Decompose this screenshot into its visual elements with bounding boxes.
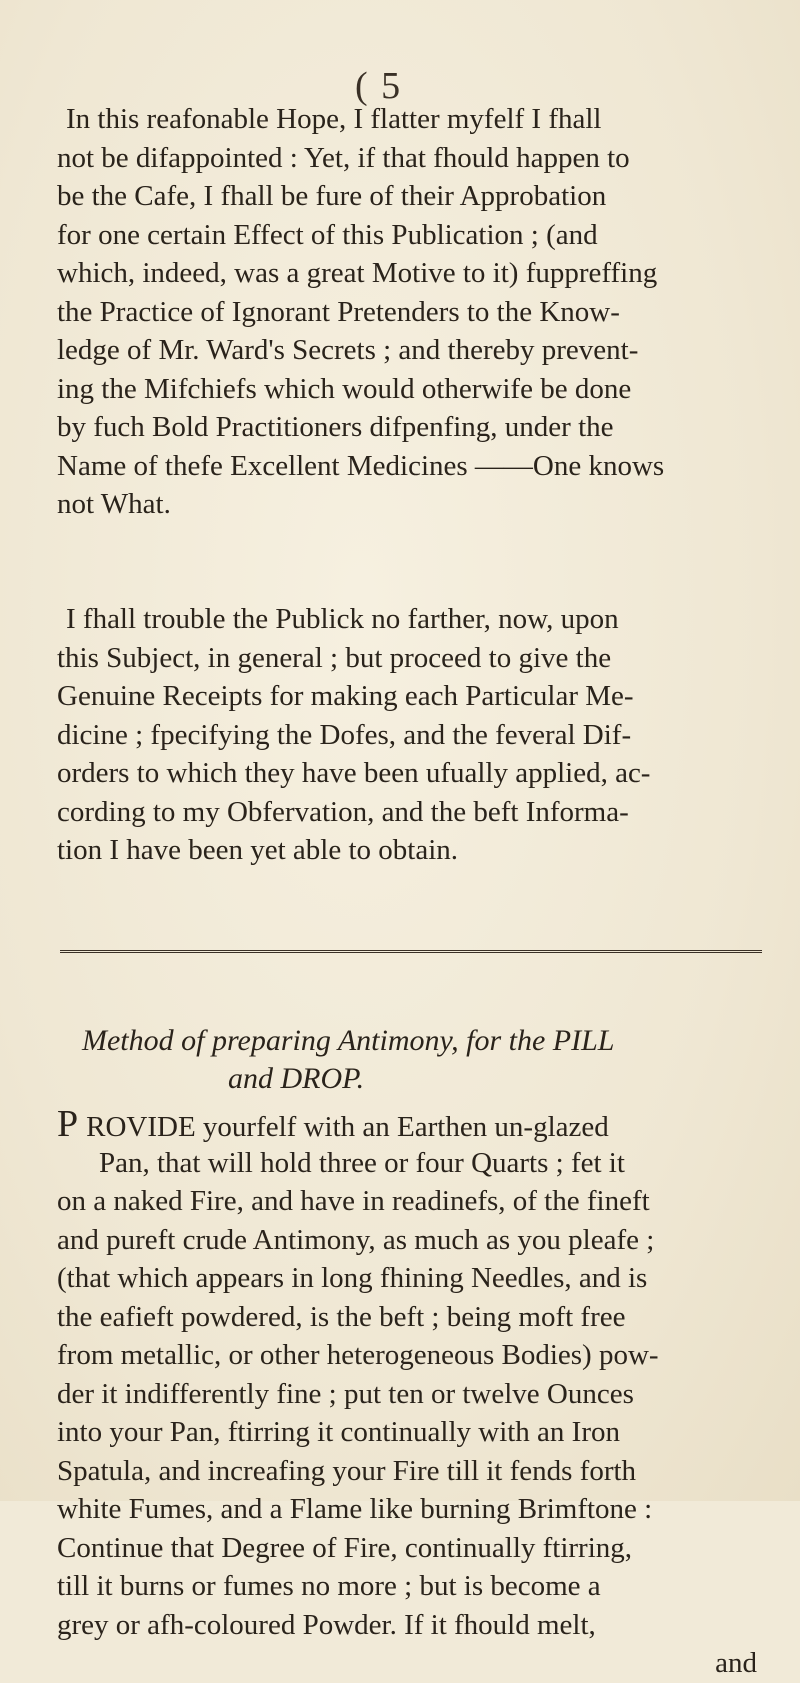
section-heading — [82, 1022, 742, 1098]
text-line: dicine ; fpecifying the Dofes, and the feveral Dif- — [57, 718, 632, 751]
text-line: the Practice of Ignorant Pretenders to the Know- — [57, 295, 620, 328]
section-divider-rule — [60, 950, 762, 957]
text-line: by fuch Bold Practitioners difpenfing, under the — [57, 411, 614, 443]
text-line: not What. — [57, 488, 171, 520]
text-line: be the Cafe, I fhall be fure of their Approbation — [57, 180, 607, 212]
text-line: into your Pan, ftirring it continually with an Iron — [57, 1416, 620, 1448]
text-line: Name of thefe Excellent Medicines ——One knows — [57, 449, 665, 482]
page-number: ( 5 — [355, 65, 403, 107]
text-line: the eafieft powdered, is the beft ; being moft free — [57, 1300, 626, 1333]
text-line: ROVIDE yourfelf with an Earthen un-glazed — [86, 1111, 609, 1143]
drop-capital: P — [57, 1105, 79, 1144]
catchword: and — [715, 1647, 757, 1679]
text-line: till it burns or fumes no more ; but is become a — [57, 1570, 601, 1602]
text-line: ing the Mifchiefs which would otherwife be done — [57, 372, 632, 405]
text-line: der it indifferently fine ; put ten or twelve Ounces — [57, 1377, 634, 1410]
section-heading-line-2: and DROP. — [228, 1062, 365, 1095]
text-line: from metallic, or other heterogeneous Bodies) pow- — [57, 1339, 659, 1371]
text-line: ledge of Mr. Ward's Secrets ; and thereby prevent- — [57, 334, 639, 366]
text-line: tion I have been yet able to obtain. — [57, 834, 459, 866]
paragraph-1 — [57, 100, 757, 524]
text-line: for one certain Effect of this Publication ; (and — [57, 218, 598, 251]
text-line: (that which appears in long fhining Needles, and is — [57, 1262, 648, 1294]
paragraph-2 — [57, 600, 757, 870]
text-line: cording to my Obfervation, and the beft Informa- — [57, 795, 629, 828]
text-line: In this reafonable Hope, I flatter myfelf I fhall — [66, 103, 602, 135]
text-line: Spatula, and increafing your Fire till it fends forth — [57, 1454, 637, 1487]
text-line: Genuine Receipts for making each Particular Me- — [57, 680, 634, 712]
text-line: on a naked Fire, and have in readinefs, of the fineft — [57, 1185, 650, 1217]
text-line: which, indeed, was a great Motive to it) fuppreffing — [57, 257, 658, 289]
text-line: grey or afh-coloured Powder. If it fhould melt, — [57, 1608, 596, 1641]
text-line: I fhall trouble the Publick no farther, now, upon — [66, 603, 619, 635]
text-line: this Subject, in general ; but proceed to give the — [57, 641, 612, 674]
text-line: not be difappointed : Yet, if that fhould happen to — [57, 141, 630, 174]
text-line: Continue that Degree of Fire, continually ftirring, — [57, 1531, 633, 1564]
text-line: orders to which they have been ufually applied, ac- — [57, 757, 651, 789]
section-heading-line-1: Method of preparing Antimony, for the PILL — [82, 1024, 615, 1057]
text-line: and pureft crude Antimony, as much as you pleafe ; — [57, 1223, 655, 1256]
text-line: white Fumes, and a Flame like burning Brimftone : — [57, 1493, 653, 1525]
paragraph-3 — [57, 1105, 757, 1683]
text-line: Pan, that will hold three or four Quarts ; fet it — [99, 1146, 625, 1179]
